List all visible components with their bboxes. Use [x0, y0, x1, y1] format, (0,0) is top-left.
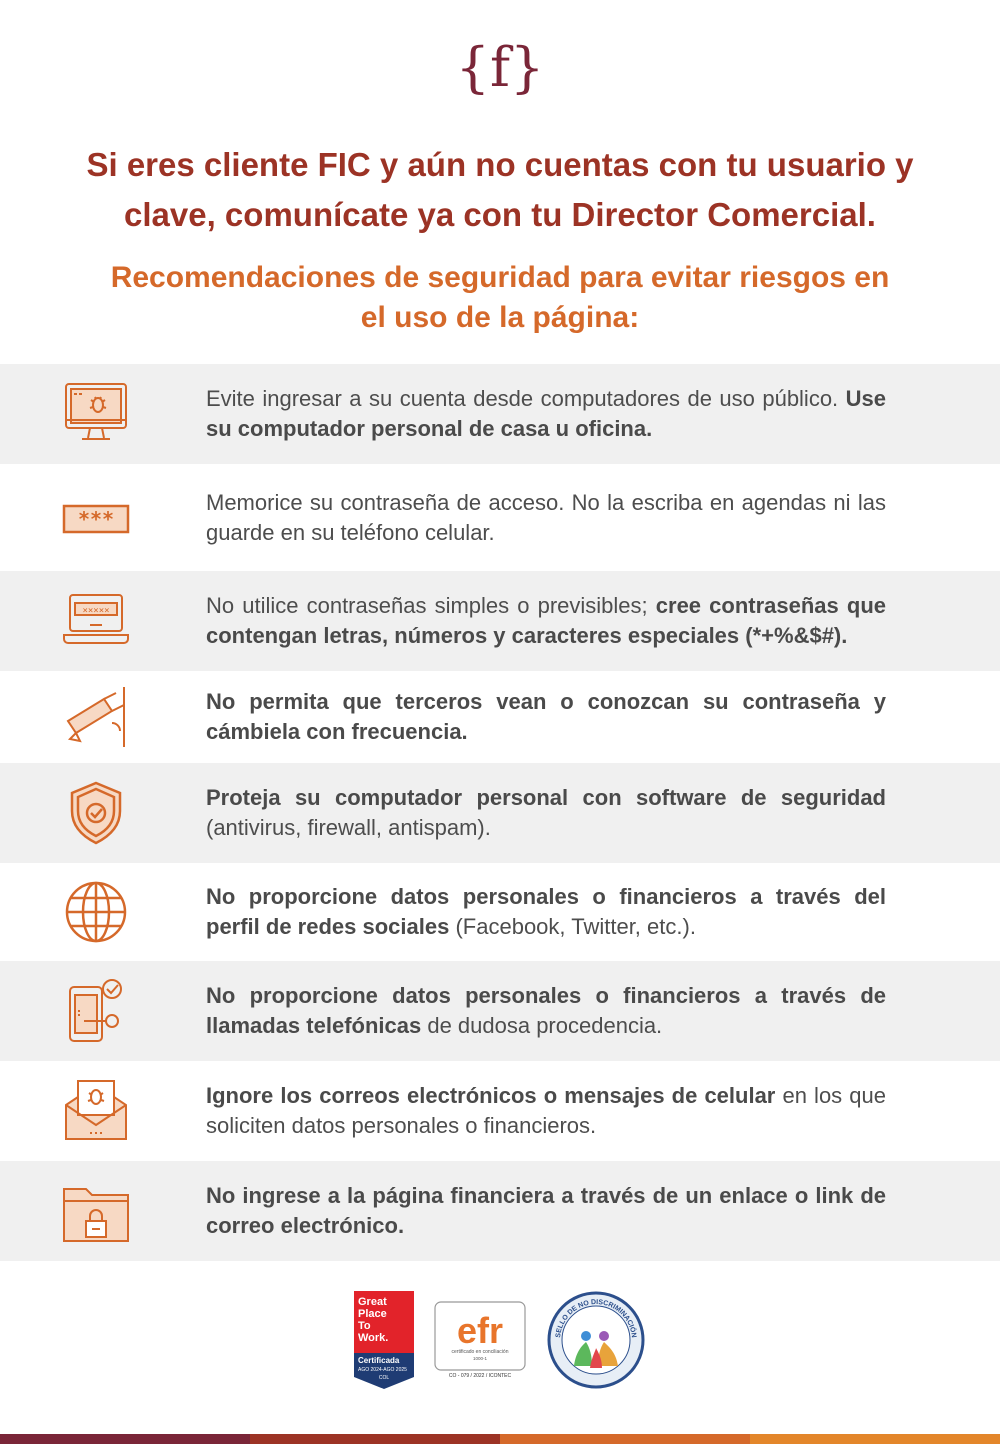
svg-text:COL: COL: [378, 1375, 390, 1381]
item-text: No proporcione datos personales o financieros a través del perfil de redes sociales (Facebook, Twitter, etc.).: [206, 884, 886, 939]
svg-text:1000-1: 1000-1: [472, 1356, 488, 1361]
svg-text:Work.: Work.: [358, 1332, 389, 1344]
bottom-color-bar: [0, 1434, 1000, 1444]
svg-text:certificado en conciliación: certificado en conciliación: [451, 1349, 509, 1355]
folder-lock-icon: [60, 1175, 132, 1247]
list-item: [0, 1061, 1000, 1161]
shield-check-icon: [60, 777, 132, 849]
svg-text:***: ***: [77, 506, 115, 531]
password-field-icon: [60, 482, 132, 554]
svg-text:efr: efr: [456, 1310, 504, 1351]
bar-segment: [750, 1434, 1000, 1444]
svg-text:Place: Place: [358, 1308, 387, 1320]
list-item: [0, 464, 1000, 571]
page-subtitle: Recomendaciones de seguridad para evitar riesgos en el uso de la página:: [110, 261, 890, 334]
computer-bug-icon: [60, 378, 132, 450]
bar-segment: [0, 1434, 250, 1444]
list-item: [0, 961, 1000, 1061]
list-item: [0, 671, 1000, 763]
phone-key-icon: [60, 975, 132, 1047]
svg-text:CO - 079 / 2022 / ICONTEC: CO - 079 / 2022 / ICONTEC: [448, 1373, 512, 1379]
item-text: Memorice su contraseña de acceso. No la escriba en agendas ni las guarde en su teléfono celular.: [206, 489, 886, 545]
svg-text:AGO 2024-AGO 2025: AGO 2024-AGO 2025: [358, 1367, 407, 1373]
item-text: Ignore los correos electrónicos o mensajes de celular en los que soliciten datos personales o financieros.: [206, 1083, 886, 1138]
list-item: [0, 571, 1000, 671]
brand-logo: [0, 38, 1000, 105]
item-text: Proteja su computador personal con software de seguridad (antivirus, firewall, antispam).: [206, 785, 886, 840]
globe-icon: [60, 876, 132, 948]
envelope-bug-icon: [60, 1075, 132, 1147]
list-item: [0, 763, 1000, 863]
item-text: No proporcione datos personales o financieros a través de llamadas telefónicas de dudosa procedencia.: [206, 983, 886, 1038]
svg-text:To: To: [358, 1320, 371, 1332]
bar-segment: [250, 1434, 500, 1444]
logo-text: {f}: [455, 38, 545, 99]
bar-segment: [500, 1434, 750, 1444]
page-headline: Si eres cliente FIC y aún no cuentas con tu usuario y clave, comunícate ya con tu Director Comercial.: [86, 146, 914, 233]
svg-text:SELLO DE NO DISCRIMINACIÓN: SELLO DE NO DISCRIMINACIÓN: [555, 1298, 637, 1339]
recommendations-list: [0, 364, 1000, 1261]
item-text: No permita que terceros vean o conozcan su contraseña y cámbiela con frecuencia.: [206, 689, 886, 744]
svg-text:Certificada: Certificada: [358, 1356, 400, 1365]
item-text: Evite ingresar a su cuenta desde computadores de uso público. Use su computador personal de casa u oficina.: [206, 386, 886, 441]
item-text: No utilice contraseñas simples o previsibles; cree contraseñas que contengan letras, números y caracteres especiales (*+%&$#).: [206, 593, 886, 648]
item-text: No ingrese a la página financiera a través de un enlace o link de correo electrónico.: [206, 1183, 886, 1238]
list-item: [0, 863, 1000, 961]
svg-text:Great: Great: [358, 1296, 387, 1308]
no-discrimination-seal: [546, 1290, 646, 1390]
efr-badge: [434, 1301, 526, 1379]
security-camera-icon: [60, 681, 132, 753]
list-item: [0, 364, 1000, 464]
logo-icon: [450, 38, 550, 100]
certification-badges: [0, 1290, 1000, 1390]
list-item: [0, 1161, 1000, 1261]
laptop-password-icon: [60, 585, 132, 657]
great-place-to-work-badge: [354, 1291, 414, 1389]
svg-text:×××××: ×××××: [82, 606, 110, 616]
